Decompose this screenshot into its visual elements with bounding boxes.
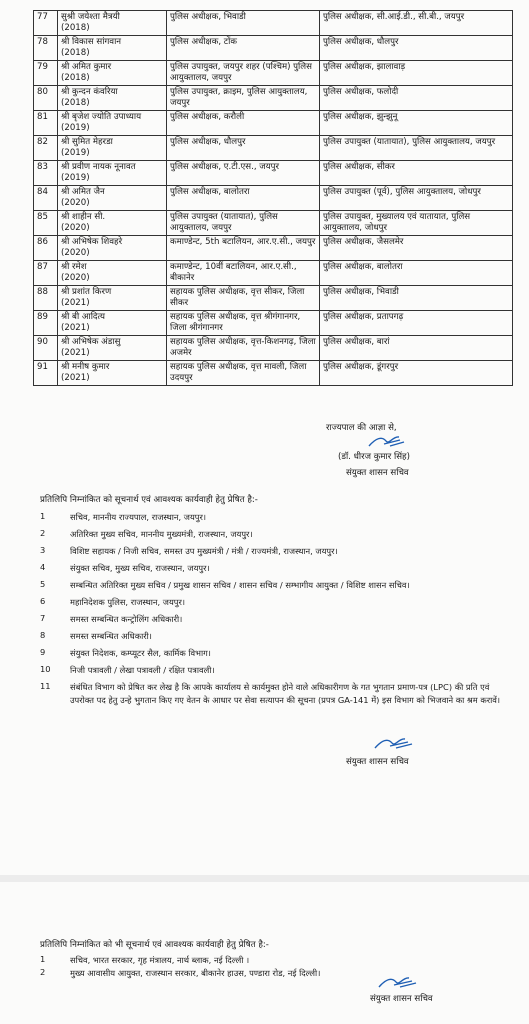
row-number: 77 xyxy=(37,12,48,22)
officer-name: श्री प्रशांत किरण xyxy=(61,287,112,297)
row-number-cell xyxy=(34,186,58,211)
officer-name: सुश्री जयेश्ता मैत्रयी xyxy=(61,12,120,22)
table-row xyxy=(34,86,513,111)
batch-year: (2021) xyxy=(61,298,90,308)
batch-year: (2020) xyxy=(61,223,90,233)
officer-name: श्री सुमित मेहरडा xyxy=(61,137,113,147)
table-row xyxy=(34,261,513,286)
list-item-number: 5 xyxy=(40,579,46,589)
new-posting: पुलिस अधीक्षक, फलोदी xyxy=(323,87,399,97)
officer-name-cell xyxy=(58,61,167,86)
current-posting: सहायक पुलिस अधीक्षक, वृत्त श्रीगंगानगर, जिला श्रीगंगानगर xyxy=(170,312,301,333)
current-posting-cell xyxy=(167,211,320,236)
signature-mark xyxy=(376,973,420,991)
current-posting: सहायक पुलिस अधीक्षक, वृत्त मावली, जिला उदयपुर xyxy=(170,362,307,383)
row-number-cell xyxy=(34,286,58,311)
officer-name: श्री प्रवीण नायक नूनावत xyxy=(61,162,136,172)
new-posting: पुलिस अधीक्षक, सीकर xyxy=(323,162,395,172)
current-posting-cell xyxy=(167,161,320,186)
new-posting-cell xyxy=(320,186,513,211)
row-number-cell xyxy=(34,61,58,86)
new-posting: पुलिस अधीक्षक, डूंगरपुर xyxy=(323,362,399,372)
table-row xyxy=(34,136,513,161)
list-item-number: 8 xyxy=(40,630,46,640)
row-number-cell xyxy=(34,336,58,361)
table-row xyxy=(34,11,513,36)
list-item-text: संबंधित विभाग को प्रेषित कर लेख है कि आपके कार्यालय से कार्यमुक्त होने वाले अधिकारीगण के गत भुगतान प्रमाण-पत्र (LPC) की प्रति एवं उपरोक्त पद हेतु उन्हे भुगतान किए गए वेतन के आधार पर सेवा सत्यापन की सूचना (प्रपत्र GA-141 में) इस विभाग को भिजवाने का श्रम करावें। xyxy=(70,682,501,705)
batch-year: (2020) xyxy=(61,273,90,283)
new-posting-cell xyxy=(320,261,513,286)
list-item-text: अतिरिक्त मुख्य सचिव, माननीय मुख्यमंत्री, राजस्थान, जयपुर। xyxy=(70,529,253,539)
list-item-number: 1 xyxy=(40,511,46,521)
signatory-name: (डॉ. धीरज कुमार सिंह) xyxy=(338,452,410,462)
officer-name: श्री कुन्दन कंवरिया xyxy=(61,87,118,97)
officer-name-cell xyxy=(58,211,167,236)
batch-year: (2020) xyxy=(61,248,90,258)
table-row xyxy=(34,61,513,86)
document-page-2 xyxy=(0,882,529,1024)
page-separator xyxy=(0,875,529,882)
signature-mark xyxy=(372,734,416,752)
batch-year: (2018) xyxy=(61,48,90,58)
new-posting-cell xyxy=(320,36,513,61)
row-number-cell xyxy=(34,236,58,261)
new-posting: पुलिस उपायुक्त (यातायात), पुलिस आयुक्तालय, जयपुर xyxy=(323,137,496,147)
current-posting: पुलिस अधीक्षक, भिवाडी xyxy=(170,12,246,22)
officer-name: श्री विकास सांगवान xyxy=(61,37,122,47)
row-number: 79 xyxy=(37,62,48,72)
current-posting: पुलिस अधीक्षक, बालोतरा xyxy=(170,187,250,197)
row-number: 80 xyxy=(37,87,48,97)
current-posting: पुलिस उपायुक्त, क्राइम, पुलिस आयुक्तालय, जयपुर xyxy=(170,87,308,108)
list-item-text: मुख्य आवासीय आयुक्त, राजस्थान सरकार, बीकानेर हाउस, पण्डारा रोड, नई दिल्ली। xyxy=(70,968,321,978)
batch-year: (2019) xyxy=(61,148,90,158)
row-number-cell xyxy=(34,136,58,161)
list-item-number: 10 xyxy=(40,664,51,674)
copy-signatory: संयुक्त शासन सचिव xyxy=(346,757,409,767)
current-posting-cell xyxy=(167,111,320,136)
list-item-text: महानिदेशक पुलिस, राजस्थान, जयपुर। xyxy=(70,597,186,607)
officer-name: श्री अमित जैन xyxy=(61,187,105,197)
current-posting-cell xyxy=(167,286,320,311)
list-item-number: 2 xyxy=(40,528,46,538)
row-number: 89 xyxy=(37,312,48,322)
new-posting: पुलिस अधीक्षक, झुन्झुनू xyxy=(323,112,398,122)
table-row xyxy=(34,111,513,136)
batch-year: (2018) xyxy=(61,23,90,33)
officer-name-cell xyxy=(58,286,167,311)
row-number: 84 xyxy=(37,187,48,197)
officer-name-cell xyxy=(58,86,167,111)
new-posting: पुलिस अधीक्षक, जैसलमेर xyxy=(323,237,404,247)
new-posting-cell xyxy=(320,361,513,386)
new-posting-cell xyxy=(320,286,513,311)
copy-heading-2: प्रतिलिपि निम्नांकित को भी सूचनार्थ एवं आवश्यक कार्यवाही हेतु प्रेषित है:- xyxy=(40,940,269,950)
batch-year: (2018) xyxy=(61,73,90,83)
new-posting: पुलिस अधीक्षक, भिवाडी xyxy=(323,287,399,297)
row-number-cell xyxy=(34,311,58,336)
new-posting-cell xyxy=(320,336,513,361)
new-posting-cell xyxy=(320,161,513,186)
new-posting-cell xyxy=(320,11,513,36)
table-row xyxy=(34,336,513,361)
officer-name-cell xyxy=(58,186,167,211)
new-posting-cell xyxy=(320,311,513,336)
current-posting: पुलिस अधीक्षक, टोंक xyxy=(170,37,237,47)
row-number-cell xyxy=(34,111,58,136)
current-posting-cell xyxy=(167,86,320,111)
table-row xyxy=(34,186,513,211)
batch-year: (2021) xyxy=(61,323,90,333)
officer-name: श्री अभिषेक शिवहरे xyxy=(61,237,123,247)
list-item-number: 11 xyxy=(40,681,51,691)
batch-year: (2020) xyxy=(61,198,90,208)
row-number: 91 xyxy=(37,362,48,372)
row-number-cell xyxy=(34,86,58,111)
row-number: 90 xyxy=(37,337,48,347)
row-number: 81 xyxy=(37,112,48,122)
list-item-text: संयुक्त सचिव, मुख्य सचिव, राजस्थान, जयपुर। xyxy=(70,563,210,573)
current-posting-cell xyxy=(167,36,320,61)
officer-name-cell xyxy=(58,336,167,361)
transfer-roster-table xyxy=(33,10,513,386)
batch-year: (2021) xyxy=(61,373,90,383)
current-posting-cell xyxy=(167,61,320,86)
copy-heading: प्रतिलिपि निम्नांकित को सूचनार्थ एवं आवश्यक कार्यवाही हेतु प्रेषित है:- xyxy=(40,495,258,505)
new-posting: पुलिस उपायुक्त (पूर्व), पुलिस आयुक्तालय, जोधपुर xyxy=(323,187,481,197)
current-posting: पुलिस उपायुक्त, जयपुर शहर (पश्चिम) पुलिस आयुक्तालय, जयपुर xyxy=(170,62,312,83)
new-posting: पुलिस अधीक्षक, बालोतरा xyxy=(323,262,403,272)
officer-name-cell xyxy=(58,161,167,186)
new-posting: पुलिस अधीक्षक, झालावाड़ xyxy=(323,62,406,72)
officer-name: श्री शाहीन सी. xyxy=(61,212,106,222)
list-item-text: समस्त सम्बन्धित अधिकारी। xyxy=(70,631,152,641)
new-posting: पुलिस अधीक्षक, धौलपुर xyxy=(323,37,399,47)
row-number: 88 xyxy=(37,287,48,297)
list-item-number: 7 xyxy=(40,613,46,623)
row-number-cell xyxy=(34,261,58,286)
row-number-cell xyxy=(34,161,58,186)
new-posting-cell xyxy=(320,111,513,136)
new-posting-cell xyxy=(320,136,513,161)
row-number-cell xyxy=(34,361,58,386)
current-posting: कमाण्डेन्ट, 10वीं बटालियन, आर.ए.सी., बीकानेर xyxy=(170,262,297,283)
current-posting: पुलिस उपायुक्त (यातायात), पुलिस आयुक्तालय, जयपुर xyxy=(170,212,278,233)
list-item-number: 3 xyxy=(40,545,46,555)
signatory-title: संयुक्त शासन सचिव xyxy=(346,468,409,478)
current-posting-cell xyxy=(167,136,320,161)
new-posting: पुलिस उपायुक्त, मुख्यालय एवं यातायात, पुलिस आयुक्तालय, जोधपुर xyxy=(323,212,471,233)
batch-year: (2018) xyxy=(61,98,90,108)
table-row xyxy=(34,361,513,386)
current-posting-cell xyxy=(167,11,320,36)
officer-name: श्री अमित कुमार xyxy=(61,62,112,72)
list-item-text: संयुक्त निदेशक, कम्प्यूटर सैल, कार्मिक विभाग। xyxy=(70,648,211,658)
officer-name-cell xyxy=(58,111,167,136)
signature-mark xyxy=(366,432,408,450)
row-number-cell xyxy=(34,36,58,61)
officer-name-cell xyxy=(58,236,167,261)
list-item-number: 1 xyxy=(40,954,46,964)
officer-name: श्री बी आदित्य xyxy=(61,312,105,322)
table-row xyxy=(34,211,513,236)
officer-name-cell xyxy=(58,136,167,161)
officer-name: श्री मनीष कुमार xyxy=(61,362,110,372)
row-number: 86 xyxy=(37,237,48,247)
table-row xyxy=(34,286,513,311)
current-posting-cell xyxy=(167,336,320,361)
list-item-text: सचिव, भारत सरकार, गृह मंत्रालय, नार्थ ब्लाक, नई दिल्ली । xyxy=(70,955,250,965)
row-number: 78 xyxy=(37,37,48,47)
row-number-cell xyxy=(34,211,58,236)
list-item-number: 2 xyxy=(40,967,46,977)
new-posting: पुलिस अधीक्षक, बारां xyxy=(323,337,390,347)
list-item-text: समस्त सम्बन्धित कन्ट्रोलिंग अधिकारी। xyxy=(70,614,183,624)
officer-name-cell xyxy=(58,36,167,61)
officer-name-cell xyxy=(58,361,167,386)
order-line: राज्यपाल की आज्ञा से, xyxy=(326,423,397,433)
batch-year: (2019) xyxy=(61,123,90,133)
list-item-number: 6 xyxy=(40,596,46,606)
table-row xyxy=(34,236,513,261)
officer-name: श्री रमेश xyxy=(61,262,87,272)
row-number: 87 xyxy=(37,262,48,272)
officer-name: श्री बृजेश ज्योति उपाध्याय xyxy=(61,112,142,122)
officer-name-cell xyxy=(58,311,167,336)
current-posting: पुलिस अधीक्षक, धौलपुर xyxy=(170,137,246,147)
list-item-text: विशिष्ट सहायक / निजी सचिव, समस्त उप मुख्यमंत्री / मंत्री / राज्यमंत्री, राजस्थान, जयपुर। xyxy=(70,546,338,556)
batch-year: (2021) xyxy=(61,348,90,358)
current-posting-cell xyxy=(167,261,320,286)
current-posting: कमाण्डेन्ट, 5th बटालियन, आर.ए.सी., जयपुर xyxy=(170,237,316,247)
current-posting-cell xyxy=(167,236,320,261)
officer-name-cell xyxy=(58,11,167,36)
table-row xyxy=(34,36,513,61)
row-number: 83 xyxy=(37,162,48,172)
new-posting-cell xyxy=(320,211,513,236)
row-number-cell xyxy=(34,11,58,36)
current-posting-cell xyxy=(167,311,320,336)
list-item-text: निजी पत्रावली / लेखा पत्रावली / रक्षित पत्रावली। xyxy=(70,665,215,675)
row-number: 85 xyxy=(37,212,48,222)
officer-name-cell xyxy=(58,261,167,286)
current-posting: सहायक पुलिस अधीक्षक, वृत्त-किशनगढ़, जिला अजमेर xyxy=(170,337,316,358)
current-posting: पुलिस अधीक्षक, करौली xyxy=(170,112,245,122)
list-item-text: सम्बन्धित अतिरिक्त मुख्य सचिव / प्रमुख शासन सचिव / शासन सचिव / सम्भागीय आयुक्त / विशिष्ट शासन सचिव। xyxy=(70,580,410,590)
row-number: 82 xyxy=(37,137,48,147)
officer-name: श्री अभिषेक अंडासु xyxy=(61,337,121,347)
current-posting: सहायक पुलिस अधीक्षक, वृत्त सीकर, जिला सीकर xyxy=(170,287,305,308)
current-posting: पुलिस अधीक्षक, ए.टी.एस., जयपुर xyxy=(170,162,280,172)
new-posting: पुलिस अधीक्षक, सी.आई.डी., सी.बी., जयपुर xyxy=(323,12,465,22)
current-posting-cell xyxy=(167,361,320,386)
table-row xyxy=(34,161,513,186)
new-posting-cell xyxy=(320,236,513,261)
list-item-text: सचिव, माननीय राज्यपाल, राजस्थान, जयपुर। xyxy=(70,512,207,522)
table-row xyxy=(34,311,513,336)
list-item-number: 4 xyxy=(40,562,46,572)
new-posting-cell xyxy=(320,61,513,86)
new-posting-cell xyxy=(320,86,513,111)
current-posting-cell xyxy=(167,186,320,211)
list-item-number: 9 xyxy=(40,647,46,657)
batch-year: (2019) xyxy=(61,173,90,183)
new-posting: पुलिस अधीक्षक, प्रतापगढ़ xyxy=(323,312,404,322)
page2-signatory: संयुक्त शासन सचिव xyxy=(370,994,433,1004)
